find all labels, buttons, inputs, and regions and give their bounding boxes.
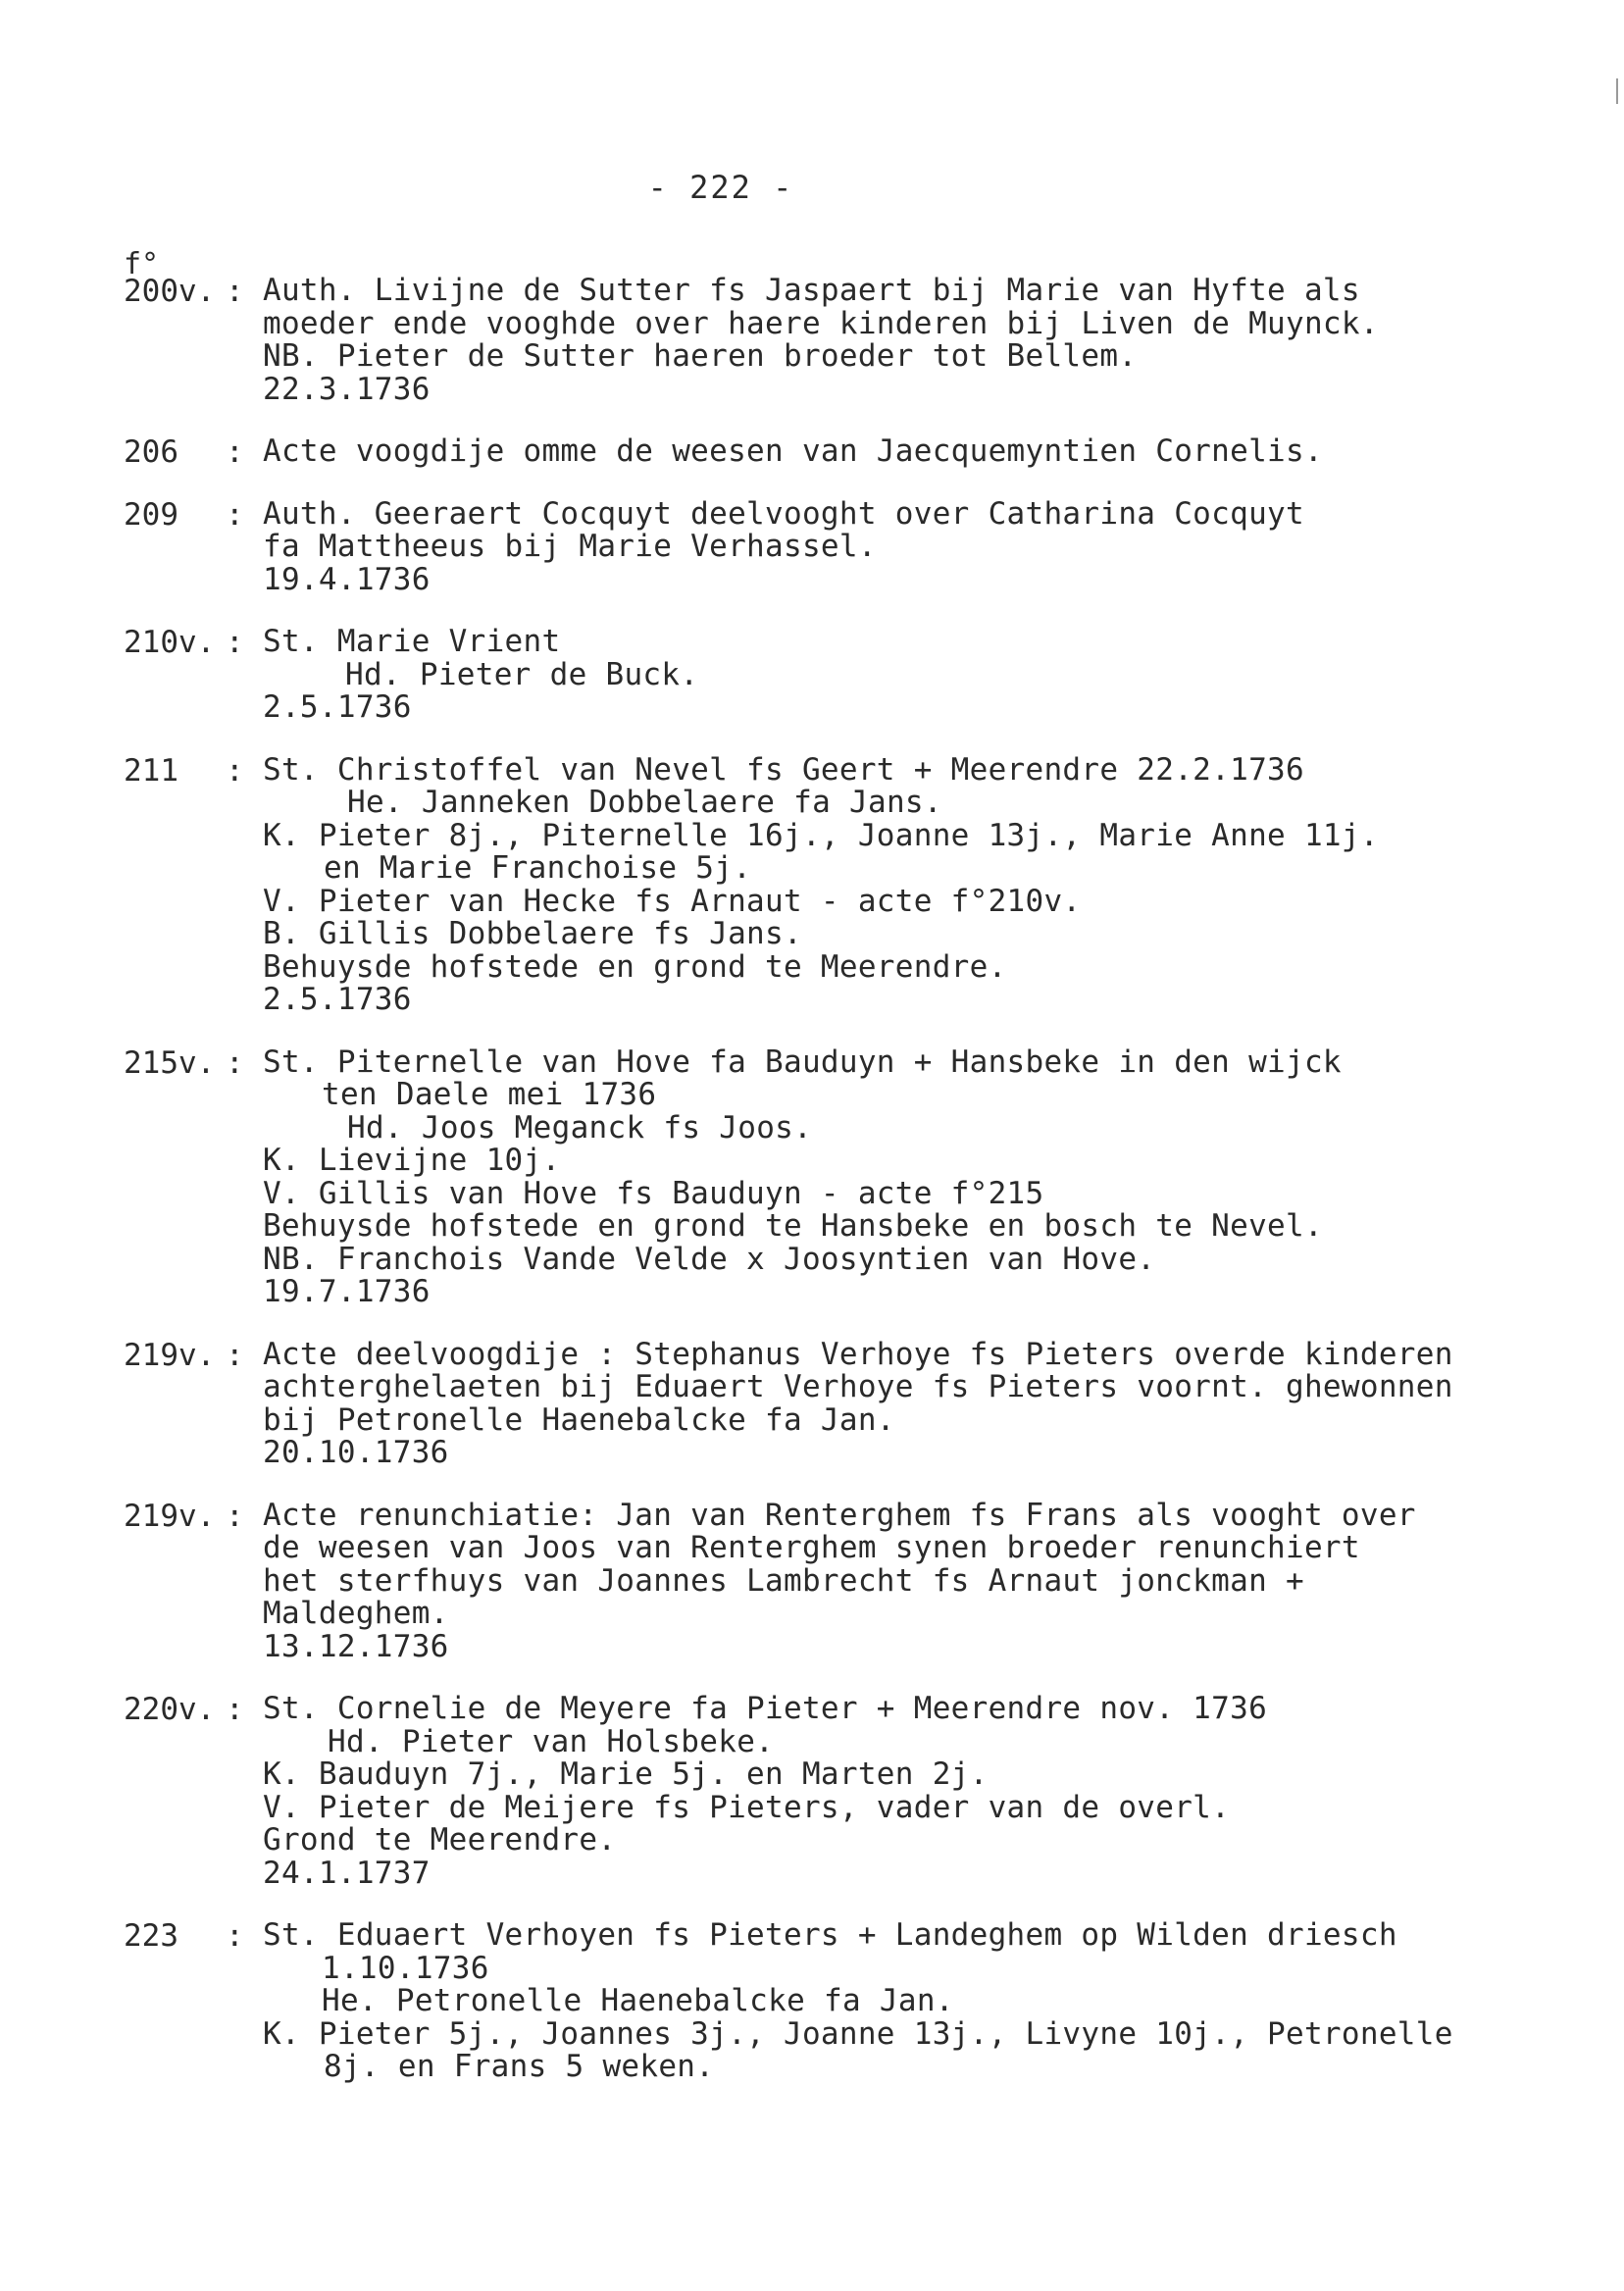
entry-line: bij Petronelle Haenebalcke fa Jan. — [263, 1401, 895, 1438]
entry-line: Acte renunchiatie: Jan van Renterghem fs Frans als vooght over — [263, 1497, 1416, 1533]
entry-text — [263, 1336, 1536, 1470]
entry-line: en Marie Franchoise 5j. — [324, 850, 752, 886]
folio-separator: : — [226, 625, 244, 660]
entry-line: achterghelaeten bij Eduaert Verhoye fs Pieters voornt. ghewonnen — [263, 1369, 1453, 1404]
entry-text — [263, 1497, 1536, 1664]
folio-number: 211 — [124, 752, 178, 789]
entry-line: V. Pieter de Meijere fs Pieters, vader van de overl. — [263, 1789, 1231, 1825]
folio-number: 200v. — [124, 274, 216, 309]
folio-separator: : — [226, 274, 244, 309]
entry-line: Behuysde hofstede en grond te Meerendre. — [263, 948, 1007, 985]
folio-separator: : — [226, 752, 244, 789]
entry-text — [263, 1693, 1536, 1890]
entry-text — [263, 1919, 1536, 2084]
folio-separator: : — [226, 1337, 244, 1373]
register-entry — [124, 626, 1536, 725]
entry-text — [263, 1046, 1536, 1309]
entry-line: de weesen van Joos van Renterghem synen broeder renunchiert — [263, 1530, 1360, 1565]
folio-separator: : — [226, 1044, 244, 1081]
entry-line: K. Pieter 5j., Joannes 3j., Joanne 13j., Livyne 10j., Petronelle — [263, 2015, 1453, 2052]
page-number: - 222 - — [647, 169, 794, 206]
folio-separator: : — [226, 434, 244, 470]
entry-line: Hd. Pieter van Holsbeke. — [328, 1723, 775, 1759]
entry-line: 20.10.1736 — [263, 1435, 449, 1470]
entry-line: St. Eduaert Verhoyen fs Pieters + Landeghem op Wilden driesch — [263, 1917, 1397, 1953]
entry-line: 22.3.1736 — [263, 371, 431, 407]
folio-number: 210v. — [124, 625, 216, 660]
entry-line: NB. Pieter de Sutter haeren broeder tot Bellem. — [263, 338, 1138, 374]
folio-number: 215v. — [124, 1044, 216, 1081]
entry-line: K. Pieter 8j., Piternelle 16j., Joanne 13j., Marie Anne 11j. — [263, 817, 1379, 853]
entry-line: He. Petronelle Haenebalcke fa Jan. — [322, 1983, 954, 2018]
folio-number: 223 — [124, 1918, 178, 1954]
register-entry — [124, 751, 1536, 1017]
entry-line: 2.5.1736 — [263, 689, 412, 725]
entry-line: Behuysde hofstede en grond te Hansbeke en bosch te Nevel. — [263, 1208, 1323, 1244]
entry-line: 19.4.1736 — [263, 561, 431, 597]
entry-line: 1.10.1736 — [322, 1950, 489, 1986]
entry-line: V. Pieter van Hecke fs Arnaut - acte f°210v. — [263, 883, 1082, 919]
folio-number: 219v. — [124, 1337, 216, 1373]
entry-text — [263, 751, 1536, 1017]
entry-line: Acte voogdije omme de weesen van Jaecquemyntien Cornelis. — [263, 433, 1323, 469]
entry-line: 13.12.1736 — [263, 1628, 449, 1664]
entry-line: moeder ende vooghde over haere kinderen bij Liven de Muynck. — [263, 305, 1379, 341]
entry-line: Acte deelvoogdije : Stephanus Verhoye fs Pieters overde kinderen — [263, 1336, 1453, 1372]
folio-separator: : — [226, 496, 244, 533]
entry-line: 2.5.1736 — [263, 982, 412, 1017]
folio-number: 219v. — [124, 1498, 216, 1534]
entry-line: K. Bauduyn 7j., Marie 5j. en Marten 2j. — [263, 1756, 989, 1792]
margin-mark — [1616, 78, 1618, 104]
entry-line: NB. Franchois Vande Velde x Joosyntien van Hove. — [263, 1241, 1156, 1277]
entry-line: 24.1.1737 — [263, 1855, 431, 1891]
entry-text — [263, 495, 1536, 597]
entry-line: Maldeghem. — [263, 1596, 449, 1631]
entry-text — [263, 435, 1536, 469]
register-entry — [124, 435, 1536, 469]
entry-line: Auth. Geeraert Cocquyt deelvooght over Catharina Cocquyt — [263, 495, 1304, 532]
entry-line: B. Gillis Dobbelaere fs Jans. — [263, 916, 802, 951]
entry-line: St. Christoffel van Nevel fs Geert + Meerendre 22.2.1736 — [263, 751, 1304, 788]
entry-text — [263, 626, 1536, 725]
entry-line: St. Marie Vrient — [263, 624, 561, 659]
folio-number: 206 — [124, 434, 178, 470]
register-entry — [124, 1693, 1536, 1890]
register-entry — [124, 1497, 1536, 1664]
folio-separator: : — [226, 1692, 244, 1727]
entry-line: ten Daele mei 1736 — [322, 1077, 657, 1112]
register-entry — [124, 495, 1536, 597]
entry-line: St. Piternelle van Hove fa Bauduyn + Hansbeke in den wijck — [263, 1044, 1342, 1080]
entry-line: 8j. en Frans 5 weken. — [324, 2049, 715, 2084]
folio-separator: : — [226, 1498, 244, 1534]
register-entry — [124, 1919, 1536, 2084]
entry-text — [263, 275, 1536, 406]
folio-number: 220v. — [124, 1692, 216, 1727]
register-entry — [124, 1336, 1536, 1470]
entry-line: St. Cornelie de Meyere fa Pieter + Meerendre nov. 1736 — [263, 1691, 1268, 1726]
entry-line: het sterfhuys van Joannes Lambrecht fs Arnaut jonckman + — [263, 1562, 1304, 1599]
entry-line: fa Mattheeus bij Marie Verhassel. — [263, 529, 877, 564]
entry-line: Hd. Pieter de Buck. — [345, 656, 699, 692]
entry-line: Hd. Joos Meganck fs Joos. — [347, 1109, 813, 1146]
folio-number: 209 — [124, 496, 178, 533]
entry-line: Grond te Meerendre. — [263, 1822, 617, 1858]
entries-list — [124, 275, 1536, 2113]
entry-line: V. Gillis van Hove fs Bauduyn - acte f°215 — [263, 1175, 1044, 1211]
folio-separator: : — [226, 1918, 244, 1954]
register-entry — [124, 1046, 1536, 1309]
entry-line: He. Janneken Dobbelaere fa Jans. — [347, 785, 942, 820]
register-entry — [124, 275, 1536, 406]
entry-line: Auth. Livijne de Sutter fs Jaspaert bij Marie van Hyfte als — [263, 273, 1360, 308]
entry-line: 19.7.1736 — [263, 1274, 431, 1309]
folio-column-label: f° — [124, 247, 160, 281]
entry-line: K. Lievijne 10j. — [263, 1143, 561, 1178]
